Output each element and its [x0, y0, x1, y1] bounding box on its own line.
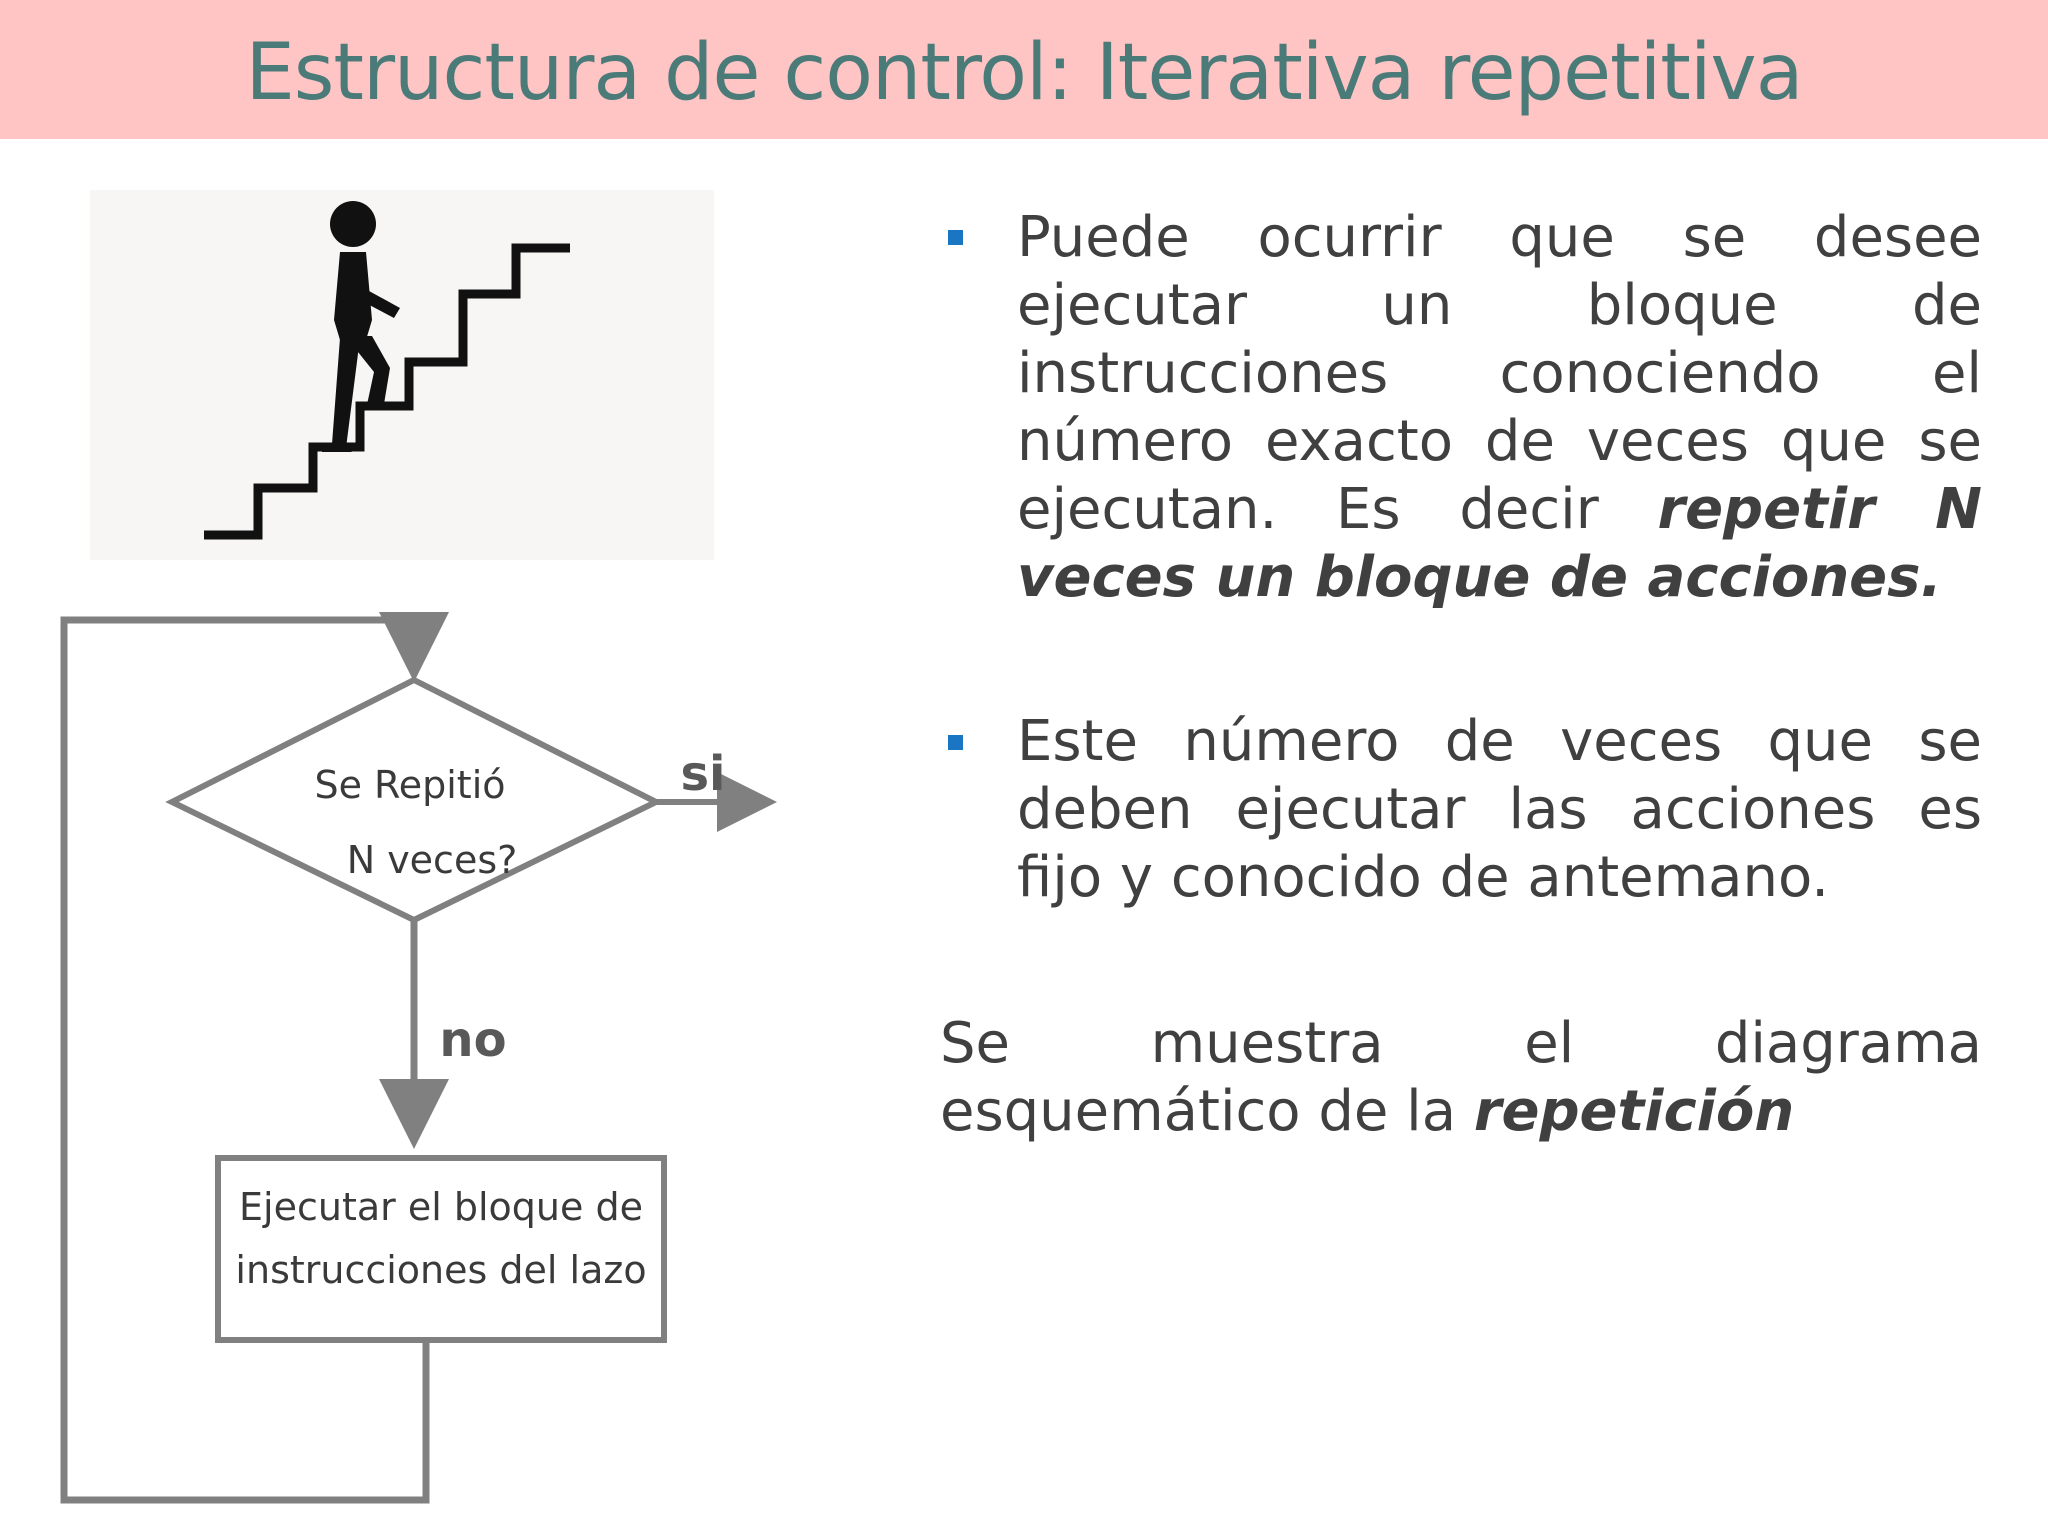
process-text-line1: Ejecutar el bloque de — [239, 1185, 643, 1229]
bullet-1-text: Puede ocurrir que se desee ejecutar un bloque de instrucciones conociendo el número exacto de veces que se ejecutan. Es decir — [1017, 205, 1982, 542]
yes-label: si — [680, 746, 726, 802]
title-bar — [0, 0, 2048, 139]
process-text-line2: instrucciones del lazo — [235, 1248, 647, 1292]
bullet-marker — [948, 230, 963, 245]
bullet-1-emphasis: repetir N veces un bloque de acciones. — [1017, 477, 1982, 610]
bullet-2-text: Este número de veces que se deben ejecutar las acciones es fijo y conocido de antemano. — [1017, 709, 1982, 910]
bullet-1 — [1017, 204, 1982, 612]
bullet-2 — [1017, 708, 1982, 912]
loop-flowchart — [0, 600, 820, 1520]
person-climbing-stairs-icon — [90, 190, 714, 560]
caption-emphasis: repetición — [1473, 1079, 1795, 1144]
slide-title: Estructura de control: Iterativa repetitiva — [245, 28, 1803, 118]
diagram-caption — [940, 1010, 1982, 1146]
caption-text: Se muestra el diagrama esquemático de la — [940, 1011, 1982, 1144]
decision-text-line2: N veces? — [346, 838, 518, 882]
bullet-marker — [948, 735, 963, 750]
decision-text-line1: Se Repitió — [314, 763, 506, 807]
no-label: no — [439, 1012, 507, 1068]
